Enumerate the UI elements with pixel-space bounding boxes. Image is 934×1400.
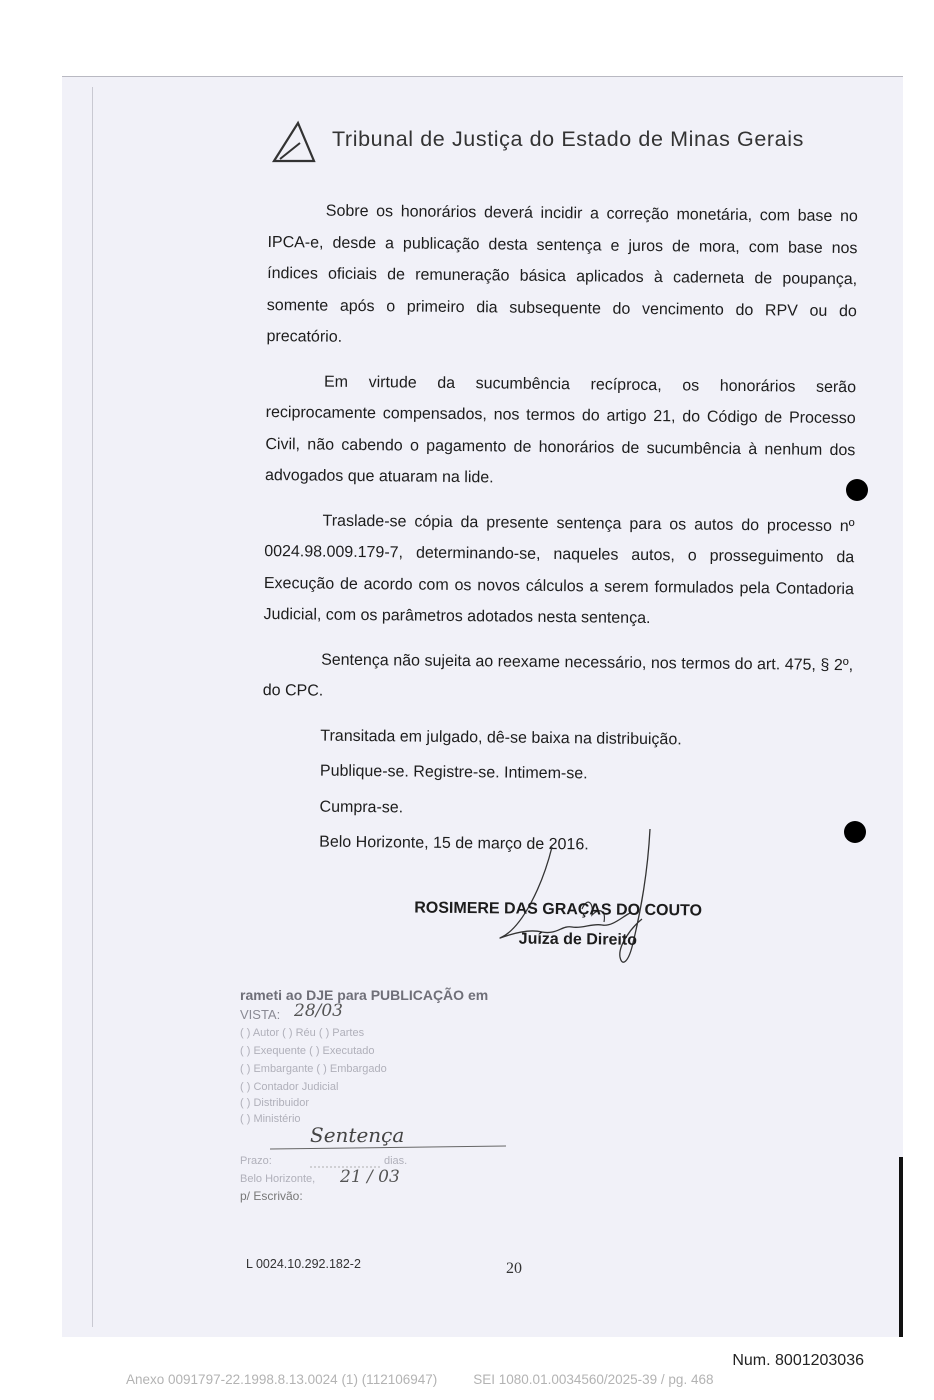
decision-body [261,195,858,868]
line-cumpra: Cumpra-se. [319,798,404,816]
signature-block [398,899,718,950]
punch-hole-top [846,479,868,501]
line-place-date: Belo Horizonte, 15 de março de 2016. [319,833,589,854]
document-number: Num. 8001203036 [732,1352,864,1369]
publication-stamp [240,983,540,1213]
stamp-line-distribuidor: ( ) Distribuidor [240,1097,310,1109]
stamp-line-prazo: Prazo: [240,1155,272,1167]
stamp-line-parties: ( ) Autor ( ) Réu ( ) Partes [240,1027,365,1039]
paragraph-no-review: Sentença não sujeita ao reexame necessário, nos termos do art. 475, § 2º, do CPC. [262,651,854,700]
stamp-line-vista: VISTA: [240,1007,281,1022]
process-reference: L 0024.10.292.182-2 [246,1257,361,1271]
paragraph-transfer-copy: Traslade-se cópia da presente sentença para os autos do processo nº 0024.98.009.179-7, determinando-se, naqueles autos, o prosseguimento da Execução de acordo com os novos cálculos a serem formulados pela Contadoria Judicial, com os parâmetros adotados nesta sentença. [263,512,855,628]
stamp-line-contador: ( ) Contador Judicial [240,1081,339,1093]
scanned-page [62,76,903,1337]
stamp-line-embargo: ( ) Embargante ( ) Embargado [240,1063,387,1075]
stamp-handwritten-date: 28/03 [294,1001,343,1021]
stamp-line-execution: ( ) Exequente ( ) Executado [240,1045,375,1057]
tribunal-logo-icon [270,119,320,165]
stamp-line-dias: dias. [384,1155,408,1167]
line-publique: Publique-se. Registre-se. Intimem-se. [319,762,588,783]
stamp-line-publication: rameti ao DJE para PUBLICAÇÃO em [240,987,489,1003]
court-title: Tribunal de Justiça do Estado de Minas Gerais [332,127,804,151]
paragraph-fees-correction: Sobre os honorários deverá incidir a correção monetária, com base no IPCA-e, desde a publicação desta sentença e juros de mora, com base nos índices oficiais de remuneração básica aplicados à caderneta de poupança, somente após o primeiro dia subsequente do vencimento do RPV ou do precatório. [266,202,858,346]
sei-reference: SEI 1080.01.0034560/2025-39 / pg. 468 [473,1372,714,1387]
paragraph-succumbence: Em virtude da sucumbência recíproca, os honorários serão reciprocamente compensados, nos termos do artigo 21, do Código de Processo Civil, não cabendo o pagamento de honorários de sucumbência à nenhum dos advogados que atuaram na lide. [264,373,857,487]
punch-hole-bottom [844,821,866,843]
stamp-handwritten-date-2: 21 / 03 [340,1167,400,1187]
scan-shadow [899,1157,903,1337]
line-transitada: Transitada em julgado, dê-se baixa na distribuição. [320,727,682,748]
page-edge-line [92,87,93,1327]
page-number: 20 [506,1260,522,1277]
judge-role: Juíza de Direito [518,930,638,949]
annex-reference: Anexo 0091797-22.1998.8.13.0024 (1) (112106947) [126,1372,438,1387]
judge-name: ROSIMERE DAS GRAÇAS DO COUTO [414,899,703,920]
court-header [270,115,890,165]
annex-footer [126,1372,713,1387]
stamp-line-belo-horizonte: Belo Horizonte, [240,1173,316,1185]
stamp-line-escrivao: p/ Escrivão: [240,1189,303,1203]
stamp-line-ministerio: ( ) Ministério [240,1113,301,1125]
stamp-handwritten-word: Sentença [310,1123,405,1147]
